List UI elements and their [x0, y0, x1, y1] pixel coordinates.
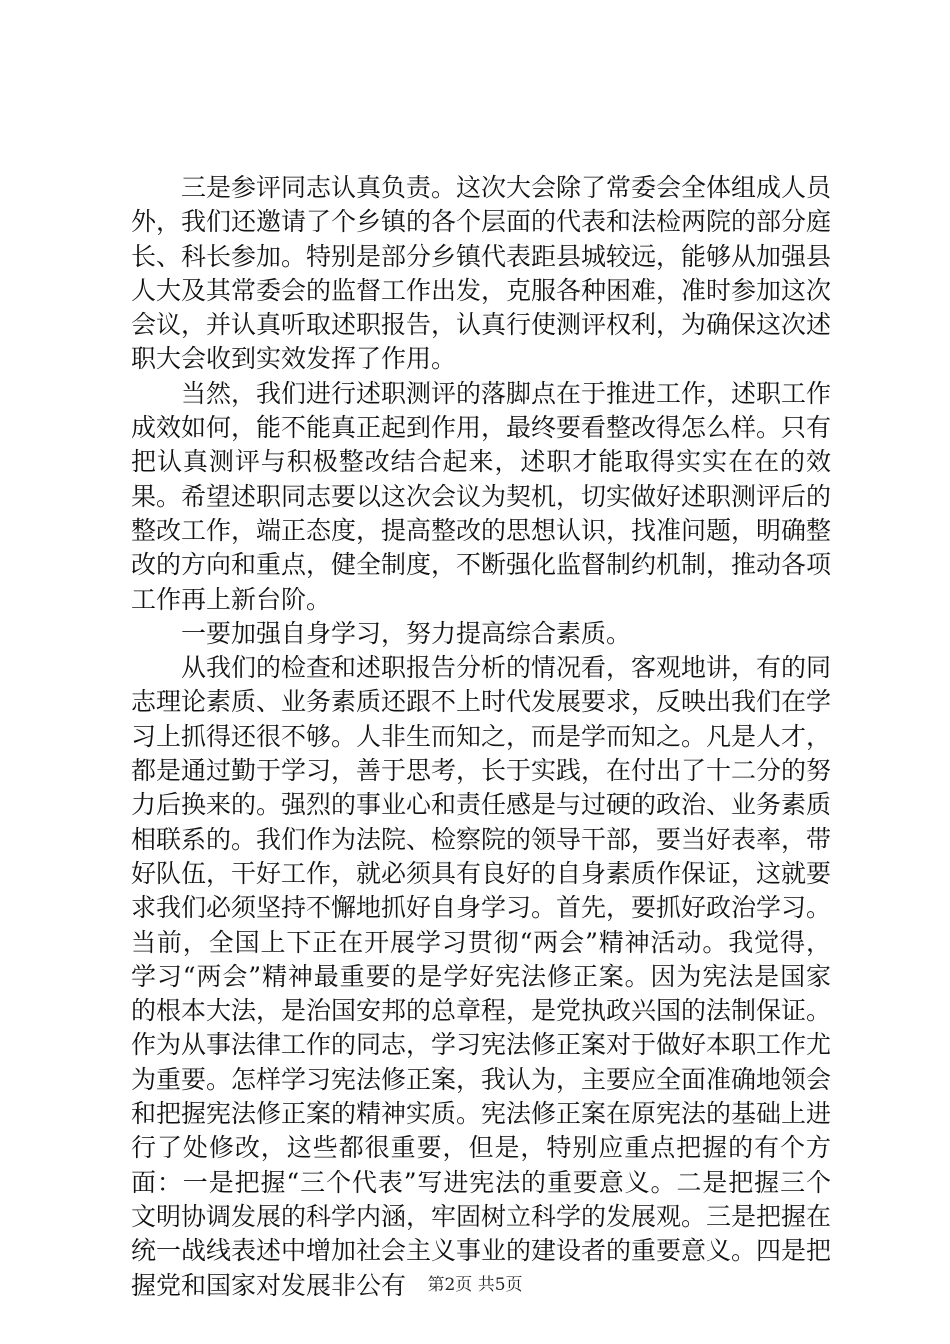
page-footer: 第2页 共5页: [427, 1275, 523, 1295]
document-body: [131, 171, 831, 1303]
paragraph-3: 一要加强自身学习，努力提高综合素质。: [181, 618, 632, 648]
paragraph-1: 三是参评同志认真负责。这次大会除了常委会全体组成人员外，我们还邀请了个乡镇的各个层面的代表和法检两院的部分庭长、科长参加。特别是部分乡镇代表距县城较远，能够从加强县人大及其常委会的监督工作出发，克服各种困难，准时参加这次会议，并认真听取述职报告，认真行使测评权利，为确保这次述职大会收到实效发挥了作用。: [131, 173, 832, 374]
paragraph-2: 当然，我们进行述职测评的落脚点在于推进工作，述职工作成效如何，能不能真正起到作用，最终要看整改得怎么样。只有把认真测评与积极整改结合起来，述职才能取得实实在在的效果。希望述职同志要以这次会议为契机，切实做好述职测评后的整改工作，端正态度，提高整改的思想认识，找准问题，明确整改的方向和重点，健全制度，不断强化监督制约机制，推动各项工作再上新台阶。: [131, 378, 832, 614]
paragraph-4: 从我们的检查和述职报告分析的情况看，客观地讲，有的同志理论素质、业务素质还跟不上时代发展要求，反映出我们在学习上抓得还很不够。人非生而知之，而是学而知之。凡是人才，都是通过勤于学习，善于思考，长于实践，在付出了十二分的努力后换来的。强烈的事业心和责任感是与过硬的政治、业务素质相联系的。我们作为法院、检察院的领导干部，要当好表率，带好队伍，干好工作，就必须具有良好的自身素质作保证，这就要求我们必须坚持不懈地抓好自身学习。首先，要抓好政治学习。当前，全国上下正在开展学习贯彻“两会”精神活动。我觉得，学习“两会”精神最重要的是学好宪法修正案。因为宪法是国家的根本大法，是治国安邦的总章程，是党执政兴国的法制保证。作为从事法律工作的同志，学习宪法修正案对于做好本职工作尤为重要。怎样学习宪法修正案，我认为，主要应全面准确地领会和把握宪法修正案的精神实质。宪法修正案在原宪法的基础上进行了处修改，这些都很重要，但是，特别应重点把握的有个方面：一是把握“三个代表”写进宪法的重要意义。二是把握三个文明协调发展的科学内涵，牢固树立科学的发展观。三是把握在统一战线表述中增加社会主义事业的建设者的重要意义。四是把握党和国家对发展非公有: [131, 653, 832, 1300]
